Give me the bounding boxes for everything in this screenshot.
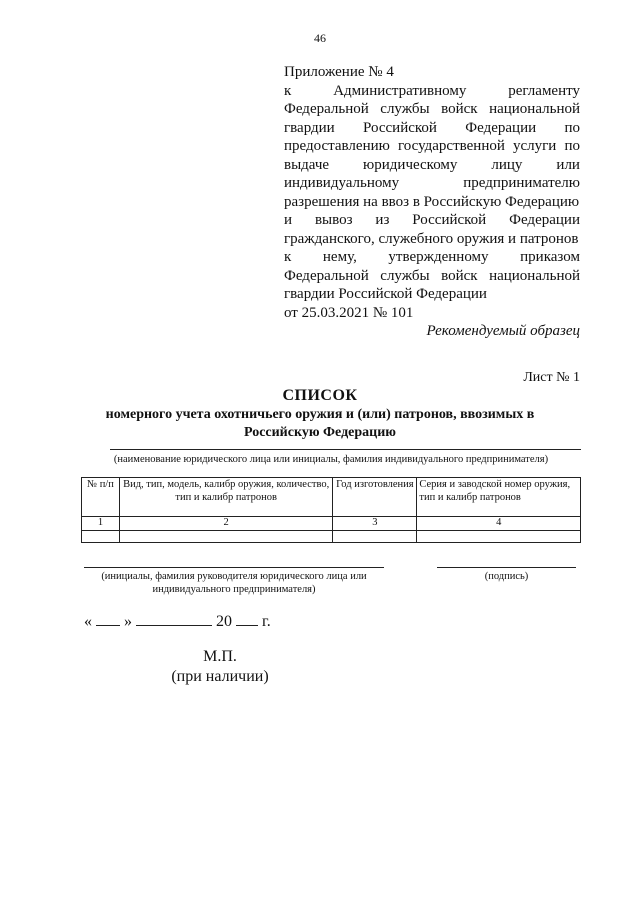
year-suffix: г. xyxy=(262,613,271,630)
sheet-label: Лист № 1 xyxy=(523,370,580,385)
word: гвардии xyxy=(284,119,335,136)
year-prefix: 20 xyxy=(216,613,232,630)
word: Федеральной xyxy=(284,267,369,284)
appendix-line: гвардии Российской Федерации xyxy=(284,286,487,302)
word: предпринимателю xyxy=(463,175,580,191)
word: из xyxy=(375,212,390,228)
page-number: 46 xyxy=(314,31,326,45)
word: к xyxy=(284,82,292,99)
table-row xyxy=(82,517,581,531)
open-quote: « xyxy=(84,613,92,630)
word: Российской xyxy=(412,212,487,228)
entity-caption: (наименование юридического лица или инициалы, фамилия индивидуального предпринимателя) xyxy=(113,454,549,465)
word: Административному xyxy=(333,82,467,99)
word: регламенту xyxy=(508,82,580,99)
appendix-line: гражданского, служебного оружия и патронов xyxy=(284,230,579,247)
word: Федерации xyxy=(465,119,537,136)
table-row xyxy=(82,530,581,542)
appendix-line: разрешения на ввоз в Российскую Федерацию xyxy=(284,193,580,210)
word: услуги xyxy=(513,138,557,154)
word: утвержденному xyxy=(388,249,489,265)
word: или xyxy=(556,156,580,173)
word: к xyxy=(284,249,292,265)
word: индивидуальному xyxy=(284,175,400,191)
head-name-caption xyxy=(84,570,384,596)
subtitle-line: Российскую Федерацию xyxy=(243,425,396,440)
sample-label: Рекомендуемый образец xyxy=(426,323,580,339)
word: предоставлению xyxy=(284,138,390,154)
appendix-line xyxy=(284,174,580,193)
head-name-line xyxy=(84,567,384,568)
word: нему, xyxy=(322,249,357,265)
empty-cell xyxy=(119,530,332,542)
word: по xyxy=(564,138,580,154)
appendix-line xyxy=(284,248,580,267)
date-line xyxy=(84,611,271,631)
word: выдаче xyxy=(284,156,330,173)
word: и xyxy=(284,212,293,228)
stamp-note: (при наличии) xyxy=(171,668,269,685)
word: вывоз xyxy=(314,212,353,228)
word: приказом xyxy=(520,249,580,265)
appendix-date-number: от 25.03.2021 № 101 xyxy=(284,304,414,321)
word: войск xyxy=(441,267,478,284)
table-header-row xyxy=(82,478,581,517)
day-blank xyxy=(96,611,120,626)
document-subtitle xyxy=(0,406,640,442)
header-year: Год изготовления xyxy=(333,478,417,517)
month-blank xyxy=(136,611,212,626)
word: Федеральной xyxy=(284,101,369,117)
appendix-line xyxy=(284,100,580,119)
appendix-block xyxy=(284,63,580,322)
appendix-title: Приложение № 4 xyxy=(284,64,394,80)
signature-line xyxy=(437,567,576,568)
empty-cell xyxy=(82,530,120,542)
word: Федерации xyxy=(509,212,580,228)
word: по xyxy=(564,119,580,136)
word: лицу xyxy=(491,156,523,173)
header-serial: Серия и заводской номер оружия, тип и калибр патронов xyxy=(417,478,581,517)
year-blank xyxy=(236,611,258,626)
word: национальной xyxy=(489,267,580,284)
appendix-line xyxy=(284,156,580,175)
caption-line: (инициалы, фамилия руководителя юридического лица или xyxy=(101,571,367,582)
empty-cell xyxy=(417,530,581,542)
appendix-line xyxy=(284,119,580,138)
header-number: № п/п xyxy=(82,478,120,517)
empty-cell xyxy=(333,530,417,542)
document-title: СПИСОК xyxy=(282,387,358,404)
header-weapon-type: Вид, тип, модель, калибр оружия, количество, тип и калибр патронов xyxy=(119,478,332,517)
appendix-line xyxy=(284,211,580,230)
entity-name-line xyxy=(110,449,581,450)
word: службы xyxy=(380,267,430,284)
caption-line: индивидуального предпринимателя) xyxy=(152,584,316,595)
word: Российской xyxy=(363,119,437,136)
appendix-line xyxy=(284,82,580,101)
column-number-cell: 2 xyxy=(119,517,332,531)
column-number-cell: 3 xyxy=(333,517,417,531)
appendix-line xyxy=(284,137,580,156)
column-number-cell: 1 xyxy=(82,517,120,531)
word: войск xyxy=(441,101,478,117)
word: службы xyxy=(380,101,430,117)
subtitle-line: номерного учета охотничьего оружия и (или) патронов, ввозимых в xyxy=(105,407,535,422)
appendix-line xyxy=(284,267,580,286)
register-table xyxy=(81,477,581,543)
stamp-label: М.П. xyxy=(203,648,237,665)
word: национальной xyxy=(489,101,580,117)
signature-caption: (подпись) xyxy=(484,571,529,582)
column-number-cell: 4 xyxy=(417,517,581,531)
word: государственной xyxy=(397,138,505,154)
word: юридическому xyxy=(363,156,458,173)
close-quote: » xyxy=(124,613,132,630)
